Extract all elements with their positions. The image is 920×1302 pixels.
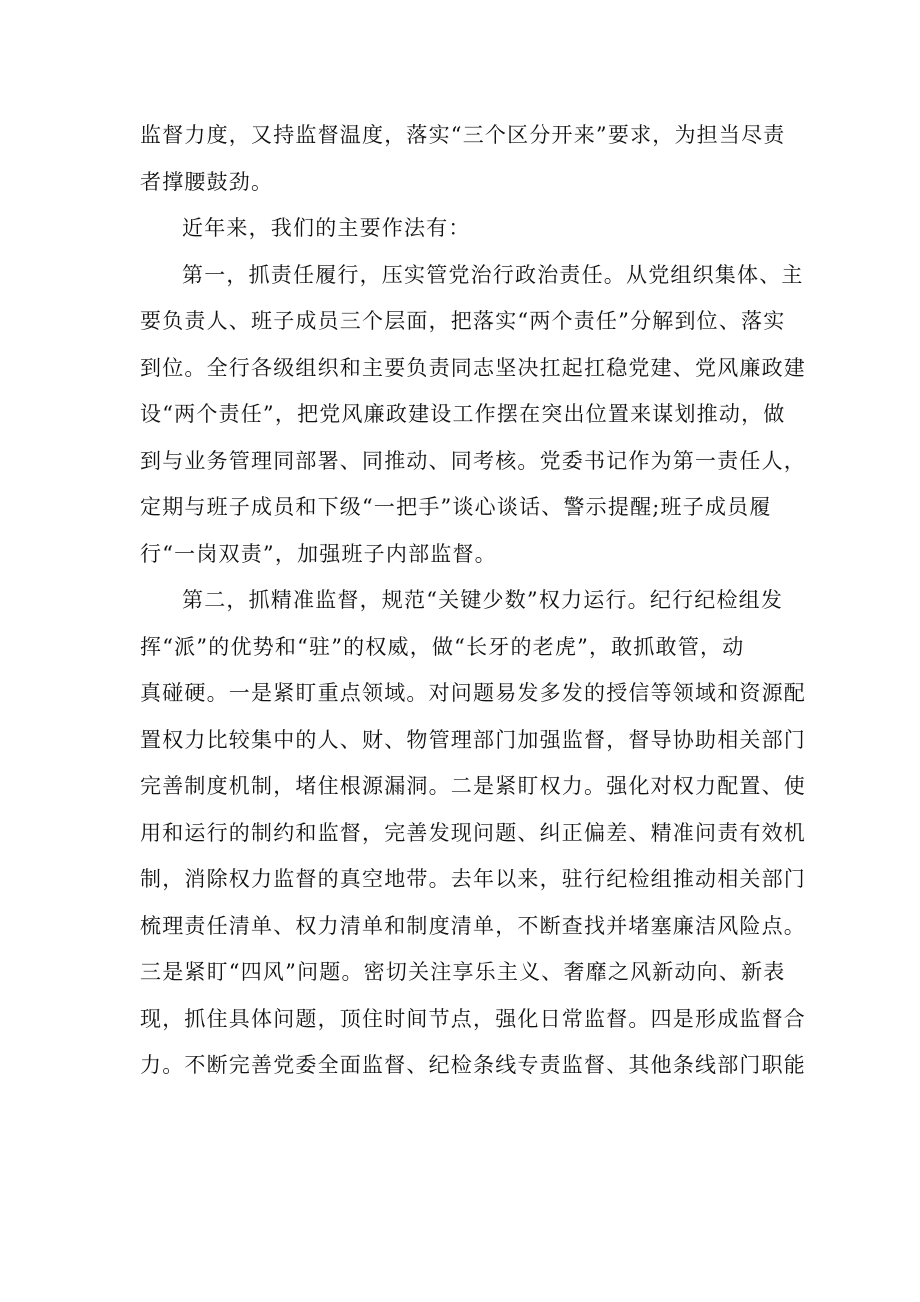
text-line: 力。不断完善党委全面监督、纪检条线专责监督、其他条线部门职能 xyxy=(140,1053,806,1077)
text-line: 第二，抓精准监督，规范“关键少数”权力运行。纪行纪检组发 xyxy=(182,588,784,612)
text-line: 梳理责任清单、权力清单和制度清单，不断查找并堵塞廉洁风险点。 xyxy=(140,913,806,938)
text-line: 用和运行的制约和监督，完善发现问题、纠正偏差、精准问责有效机 xyxy=(140,820,806,845)
text-line: 第一，抓责任履行，压实管党治行政治责任。从党组织集体、主 xyxy=(182,262,804,287)
text-line: 真碰硬。一是紧盯重点领域。对问题易发多发的授信等领域和资源配 xyxy=(140,681,806,705)
text-line: 完善制度机制，堵住根源漏洞。二是紧盯权力。强化对权力配置、使 xyxy=(140,774,806,798)
text-line: 行“一岗双责”，加强班子内部监督。 xyxy=(140,541,497,566)
document-body xyxy=(140,112,806,1089)
text-line: 到位。全行各级组织和主要负责同志坚决扛起扛稳党建、党风廉政建 xyxy=(140,355,806,380)
text-line: 定期与班子成员和下级“一把手”谈心谈话、警示提醒;班子成员履 xyxy=(140,495,772,519)
text-line: 置权力比较集中的人、财、物管理部门加强监督，督导协助相关部门 xyxy=(140,727,806,752)
text-line: 制，消除权力监督的真空地带。去年以来，驻行纪检组推动相关部门 xyxy=(140,867,806,891)
text-line: 近年来，我们的主要作法有： xyxy=(182,216,471,240)
text-line: 现，抓住具体问题，顶住时间节点，强化日常监督。四是形成监督合 xyxy=(140,1006,806,1031)
text-line: 监督力度，又持监督温度，落实“三个区分开来”要求，为担当尽责 xyxy=(140,123,786,147)
text-line: 三是紧盯“四风”问题。密切关注享乐主义、奢靡之风新动向、新表 xyxy=(140,960,786,984)
text-line: 设“两个责任”，把党风廉政建设工作摆在突出位置来谋划推动，做 xyxy=(140,402,786,426)
text-line: 到与业务管理同部署、同推动、同考核。党委书记作为第一责任人， xyxy=(140,448,806,473)
text-line: 者撑腰鼓劲。 xyxy=(140,169,274,194)
text-line: 挥“派”的优势和“驻”的权威，做“长牙的老虎”，敢抓敢管，动 xyxy=(140,634,745,659)
text-line: 要负责人、班子成员三个层面，把落实“两个责任”分解到位、落实 xyxy=(140,309,786,333)
